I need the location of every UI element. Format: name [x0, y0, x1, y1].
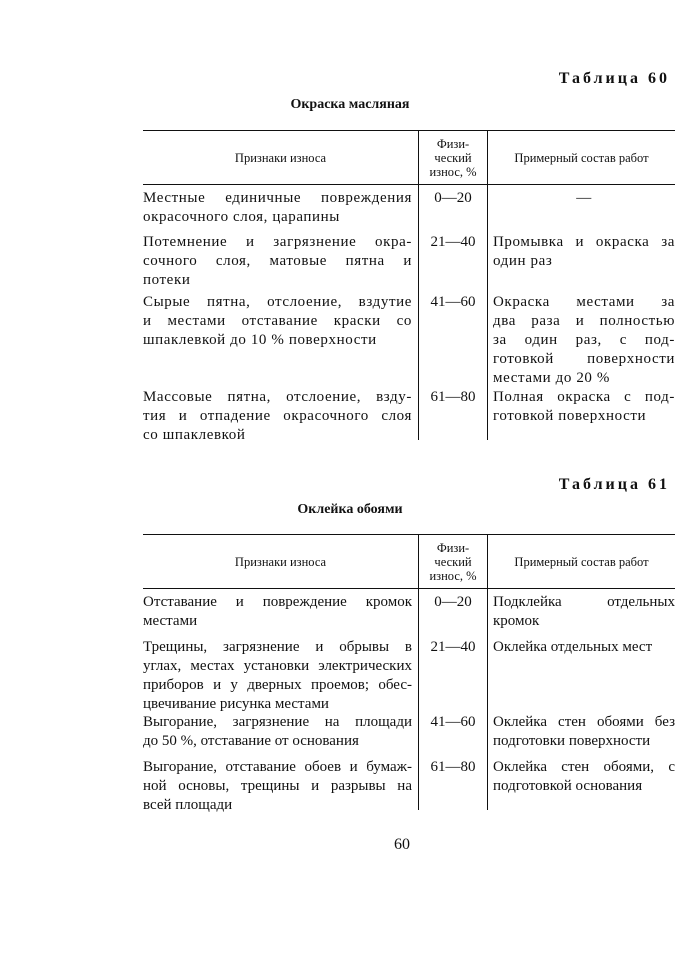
column-header: Признаки износа — [234, 150, 327, 165]
cell-line: тия и отпадение окрасочного слоя — [143, 408, 412, 424]
cell-line: Выгорание, загрязнение на площади — [143, 714, 412, 730]
cell-line: Выгорание, отставание обоев и бумаж- — [143, 759, 412, 775]
wear-signs-cell — [143, 289, 418, 384]
cell-line: и местами отставание краски со — [143, 313, 412, 329]
wear-percent-cell: 41—60 — [418, 289, 488, 384]
cell-line: сочного слоя, матовые пятна и — [143, 253, 412, 269]
cell-line: углах, местах установки электрических — [143, 658, 412, 674]
cell-line: кромок — [493, 613, 540, 629]
wear-signs-cell — [143, 754, 418, 813]
column-header: Примерный состав работ — [514, 554, 649, 569]
work-scope-cell — [488, 229, 675, 289]
cell-line: цвечивание рисунка местами — [143, 696, 329, 712]
table-60-label: Таблица 60 — [558, 70, 670, 87]
cell-line: местами — [143, 613, 198, 629]
table-row — [143, 289, 675, 384]
table-61-label: Таблица 61 — [558, 476, 670, 493]
wear-signs-cell — [143, 229, 418, 289]
column-header: Физи- ческий износ, % — [418, 535, 488, 588]
cell-line: ной основы, трещины и разрывы на — [143, 778, 412, 794]
wear-signs-cell — [143, 589, 418, 634]
table-row — [143, 634, 675, 712]
table-61 — [143, 534, 675, 813]
table-row — [143, 185, 675, 229]
table-row — [143, 709, 675, 754]
cell-line: Сырые пятна, отслоение, вздутие — [143, 294, 412, 310]
page-number: 60 — [394, 836, 410, 853]
cell-line: окрасочного слоя, царапины — [143, 209, 340, 225]
cell-line: один раз — [493, 253, 553, 269]
cell-line: шпаклевкой до 10 % поверхности — [143, 332, 377, 348]
wear-percent-cell: 0—20 — [418, 589, 488, 634]
cell-line: Полная окраска с под- — [493, 389, 675, 405]
table-60 — [143, 130, 675, 443]
wear-percent-cell: 21—40 — [418, 229, 488, 289]
table-60-title: Окраска масляная — [290, 97, 410, 112]
table-row — [143, 384, 675, 443]
cell-line: за один раз, с под- — [493, 332, 675, 348]
table-61-title: Оклейка обоями — [297, 502, 403, 517]
work-scope-cell — [488, 384, 675, 440]
cell-line: приборов и у дверных проемов; обес- — [143, 677, 412, 693]
work-scope-cell — [488, 589, 675, 634]
cell-line: готовкой поверхности — [493, 351, 675, 367]
wear-percent-cell: 0—20 — [418, 185, 488, 229]
cell-line: Трещины, загрязнение и обрывы в — [143, 639, 412, 655]
cell-line: Подклейка отдельных — [493, 594, 675, 610]
table-header — [143, 534, 675, 589]
wear-percent-cell: 41—60 — [418, 709, 488, 754]
cell-line: Оклейка отдельных мест — [493, 639, 653, 655]
work-scope-cell — [488, 634, 675, 709]
work-scope-cell — [488, 754, 675, 810]
cell-line: со шпаклевкой — [143, 427, 246, 443]
cell-line: местами до 20 % — [493, 370, 610, 386]
cell-line: — — [576, 190, 592, 206]
cell-line: подготовкой основания — [493, 778, 643, 794]
cell-line: подготовки поверхности — [493, 733, 651, 749]
column-header: Физи- ческий износ, % — [418, 131, 488, 184]
table-row — [143, 229, 675, 289]
wear-signs-cell — [143, 384, 418, 443]
cell-line: до 50 %, отставание от основания — [143, 733, 359, 749]
cell-line: Окраска местами за — [493, 294, 675, 310]
cell-line: всей площади — [143, 797, 233, 813]
column-header: Признаки износа — [234, 554, 327, 569]
cell-line: Массовые пятна, отслоение, взду- — [143, 389, 412, 405]
wear-percent-cell: 21—40 — [418, 634, 488, 709]
work-scope-cell — [488, 185, 675, 229]
wear-percent-cell: 61—80 — [418, 384, 488, 440]
wear-signs-cell — [143, 185, 418, 229]
cell-line: Оклейка стен обоями, с — [493, 759, 675, 775]
table-row — [143, 589, 675, 634]
cell-line: готовкой поверхности — [493, 408, 647, 424]
cell-line: Потемнение и загрязнение окра- — [143, 234, 412, 250]
work-scope-cell — [488, 289, 675, 384]
cell-line: два раза и полностью — [493, 313, 675, 329]
work-scope-cell — [488, 709, 675, 754]
table-header — [143, 130, 675, 185]
wear-signs-cell — [143, 709, 418, 754]
wear-percent-cell: 61—80 — [418, 754, 488, 810]
cell-line: Местные единичные повреждения — [143, 190, 412, 206]
cell-line: Промывка и окраска за — [493, 234, 675, 250]
wear-signs-cell — [143, 634, 418, 712]
table-row — [143, 754, 675, 813]
cell-line: потеки — [143, 272, 191, 288]
cell-line: Оклейка стен обоями без — [493, 714, 675, 730]
column-header: Примерный состав работ — [514, 150, 649, 165]
cell-line: Отставание и повреждение кромок — [143, 594, 412, 610]
